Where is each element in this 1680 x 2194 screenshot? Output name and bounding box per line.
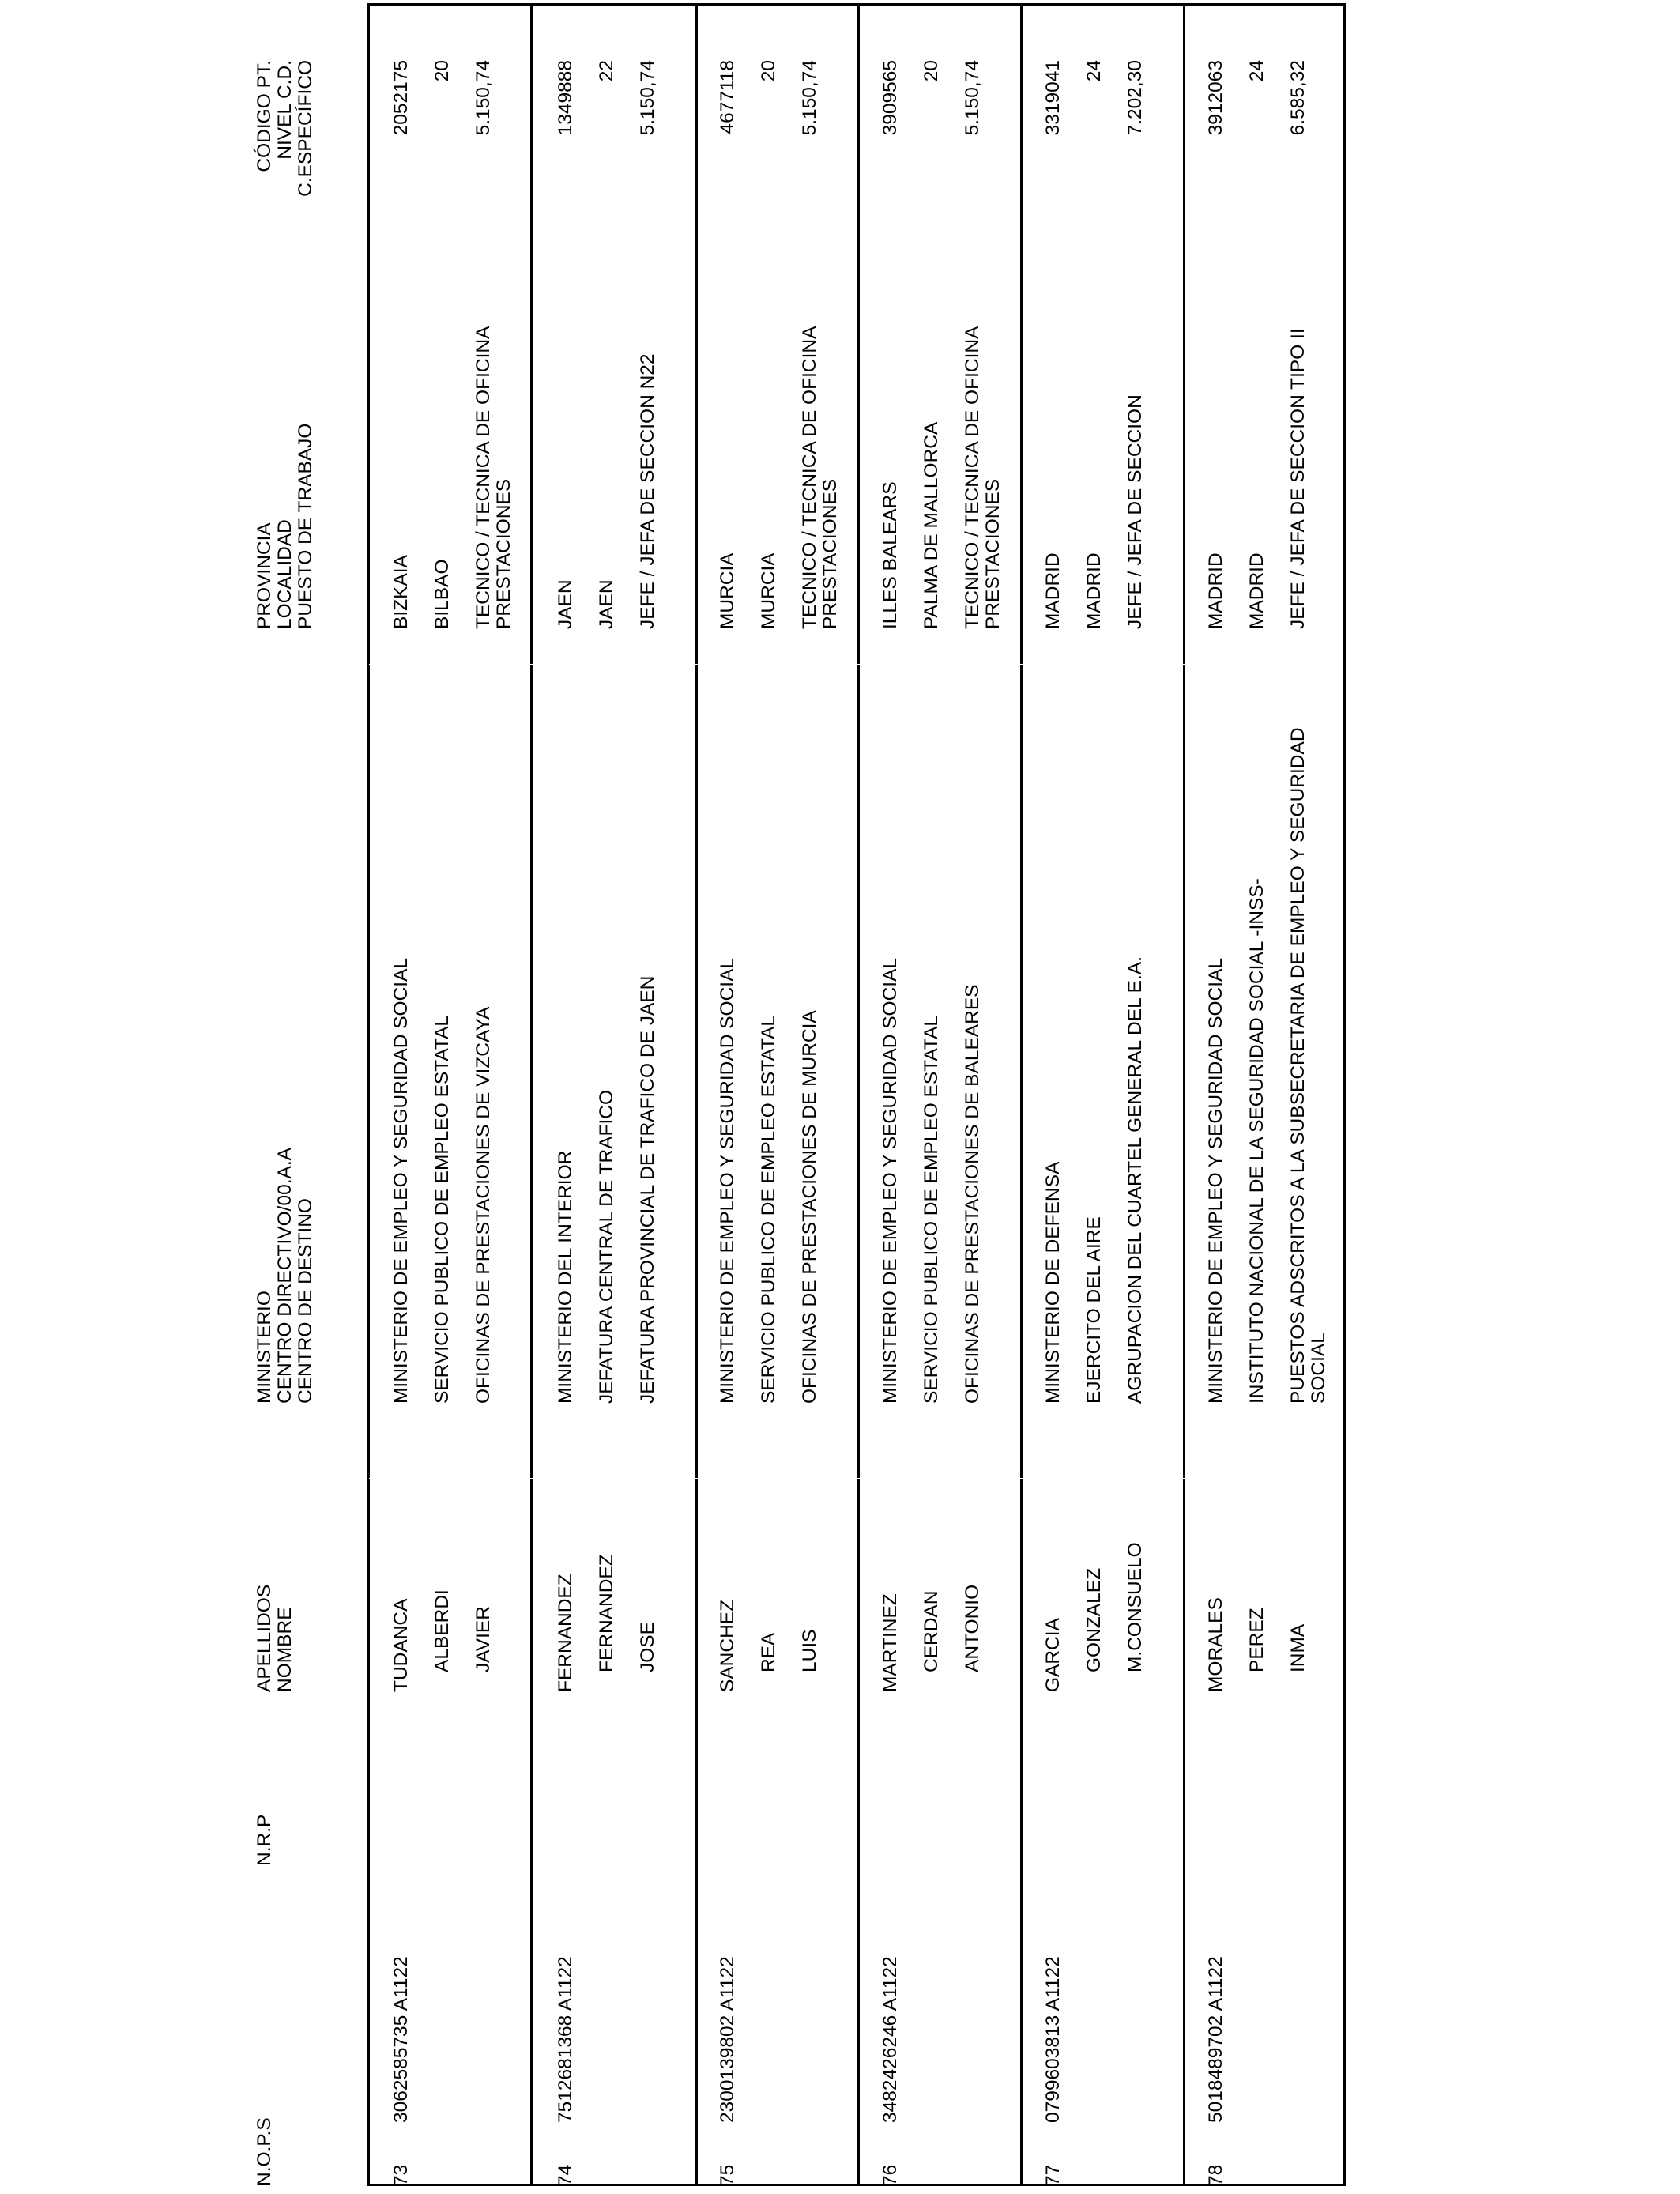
apellido2-value: REA [758,1632,779,1672]
nrp-value: 5018489702 A1122 [1205,1956,1226,2123]
puesto-value-line: PRESTACIONES [982,478,1004,629]
ministerio-value: MINISTERIO DE EMPLEO Y SEGURIDAD SOCIAL [880,957,901,1404]
codigo-value: 2052175 [390,60,412,136]
nombre-value: LUIS [799,1629,820,1672]
row-number: 73 [390,2164,412,2186]
header-apellidos [254,1585,296,1692]
nombre-value: M.CONSUELO [1124,1542,1146,1672]
header-apellidos-line: APELLIDOS [254,1584,275,1692]
header-nivel-line: NIVEL C.D. [274,60,296,160]
apellido1-value: TUDANCA [390,1598,412,1692]
nombre-value: INMA [1287,1623,1309,1672]
puesto-value-line: JEFE / JEFA DE SECCION [1124,394,1146,629]
localidad-value: JAEN [596,579,617,629]
apellido2-value: CERDAN [921,1590,942,1672]
centro-destino-value-line: OFICINAS DE PRESTACIONES DE VIZCAYA [473,1006,494,1404]
nivel-value: 24 [1246,60,1268,82]
localidad-value: PALMA DE MALLORCA [921,421,942,629]
nrp-value: 2300139802 A1122 [717,1956,738,2123]
column-gap [369,664,1343,665]
codigo-value: 1349888 [555,60,576,136]
header-nops: N.O.P.S [254,2117,275,2186]
puesto-value [473,326,514,629]
provincia-value: MADRID [1042,552,1064,629]
header-codigo-line: CÓDIGO PT. [254,60,275,172]
header-nombre-line: NOMBRE [274,1607,296,1692]
apellido1-value: GARCIA [1042,1618,1064,1692]
puesto-value-line: TECNICO / TECNICA DE OFICINA [799,326,820,629]
row-number: 78 [1205,2164,1226,2186]
centro-destino-value-line: AGRUPACION DEL CUARTEL GENERAL DEL E.A. [1124,956,1146,1404]
header-nrp: N.R.P [254,1814,275,1866]
provincia-value: MURCIA [717,552,738,629]
ministerio-value: MINISTERIO DE EMPLEO Y SEGURIDAD SOCIAL [1205,957,1226,1404]
puesto-value [1288,328,1309,629]
especifico-value: 5.150,74 [473,60,494,136]
centro-destino-value [1288,727,1329,1404]
localidad-value: MADRID [1083,552,1105,629]
puesto-value-line: TECNICO / TECNICA DE OFICINA [473,326,494,629]
codigo-value: 3909565 [880,60,901,136]
centro-directivo-value: SERVICIO PUBLICO DE EMPLEO ESTATAL [758,1015,779,1404]
puesto-value-line: TECNICO / TECNICA DE OFICINA [962,326,983,629]
header-provincia-line: PROVINCIA [254,522,275,629]
apellido2-value: GONZALEZ [1083,1567,1105,1672]
centro-destino-value [638,976,658,1404]
centro-destino-value-line: OFICINAS DE PRESTACIONES DE MURCIA [799,1010,820,1404]
puesto-value-line: JEFE / JEFA DE SECCION N22 [637,353,658,629]
ministerio-value: MINISTERIO DE DEFENSA [1042,1161,1064,1404]
centro-destino-value-line: JEFATURA PROVINCIAL DE TRAFICO DE JAEN [637,975,658,1404]
apellido1-value: FERNANDEZ [555,1574,576,1692]
nombre-value: ANTONIO [962,1584,983,1672]
nrp-value: 0799603813 A1122 [1042,1956,1064,2123]
puesto-value [962,326,1004,629]
nrp-value: 3482426246 A1122 [880,1956,901,2123]
codigo-value: 3912063 [1205,60,1226,136]
centro-destino-value [1125,956,1146,1404]
centro-directivo-value: SERVICIO PUBLICO DE EMPLEO ESTATAL [431,1015,453,1404]
row-separator [1020,4,1023,2185]
apellido1-value: MARTINEZ [880,1593,901,1692]
especifico-value: 5.150,74 [962,60,983,136]
puesto-value [1125,394,1146,629]
row-number: 77 [1042,2164,1064,2186]
puesto-value-line: PRESTACIONES [493,478,514,629]
centro-destino-value [473,1007,494,1404]
header-ministerio [254,1148,316,1404]
nivel-value: 22 [596,60,617,82]
codigo-value: 4677118 [717,60,738,134]
codigo-value: 3319041 [1042,60,1064,136]
nombre-value: JOSE [637,1622,658,1672]
puesto-value-line: PRESTACIONES [819,478,841,629]
ministerio-value: MINISTERIO DE EMPLEO Y SEGURIDAD SOCIAL [390,957,412,1404]
row-number: 74 [555,2164,576,2186]
nivel-value: 20 [758,60,779,82]
provincia-value: MADRID [1205,552,1226,629]
centro-destino-value [800,1010,820,1404]
column-gap [369,1478,1343,1479]
header-ministerio-line: MINISTERIO [254,1291,275,1404]
nivel-value: 24 [1083,60,1105,82]
row-number: 76 [880,2164,901,2186]
nivel-value: 20 [431,60,453,82]
nombre-value: JAVIER [473,1606,494,1672]
apellido1-value: SANCHEZ [717,1599,738,1692]
puesto-value [800,326,841,629]
especifico-value: 7.202,30 [1124,60,1146,136]
centro-destino-value [962,984,983,1404]
header-localidad-line: LOCALIDAD [274,519,296,629]
ministerio-value: MINISTERIO DEL INTERIOR [555,1150,576,1404]
centro-directivo-value: EJERCITO DEL AIRE [1083,1216,1105,1404]
localidad-value: MURCIA [758,552,779,629]
provincia-value: JAEN [555,579,576,629]
especifico-value: 5.150,74 [637,60,658,136]
apellido1-value: MORALES [1205,1597,1226,1692]
header-puesto-line: PUESTO DE TRABAJO [295,423,316,629]
header-centro-directivo-line: CENTRO DIRECTIVO/00.A.A [274,1147,296,1404]
puesto-value [638,353,658,629]
centro-destino-value-line: SOCIAL [1308,1333,1329,1404]
localidad-value: MADRID [1246,552,1268,629]
row-separator [695,4,698,2185]
nrp-value: 7512681368 A1122 [555,1956,576,2123]
localidad-value: BILBAO [431,559,453,629]
header-codigo [254,60,316,258]
nivel-value: 20 [921,60,942,82]
centro-destino-value-line: PUESTOS ADSCRITOS A LA SUBSECRETARIA DE EMPLEO Y SEGURIDAD [1287,727,1309,1404]
ministerio-value: MINISTERIO DE EMPLEO Y SEGURIDAD SOCIAL [717,957,738,1404]
header-centro-destino-line: CENTRO DE DESTINO [295,1198,316,1404]
centro-directivo-value: JEFATURA CENTRAL DE TRAFICO [596,1089,617,1404]
especifico-value: 5.150,74 [799,60,820,136]
apellido2-value: PEREZ [1246,1608,1268,1672]
row-separator [857,4,860,2185]
row-separator [530,4,533,2185]
apellido2-value: ALBERDI [431,1589,453,1672]
header-especifico-line: C.ESPECÍFICO [295,60,316,197]
row-separator [1183,4,1185,2185]
nrp-value: 3062585735 A1122 [390,1956,412,2123]
apellido2-value: FERNANDEZ [596,1554,617,1672]
especifico-value: 6.585,32 [1287,60,1309,136]
row-number: 75 [717,2164,738,2186]
provincia-value: BIZKAIA [390,555,412,629]
centro-destino-value-line: OFICINAS DE PRESTACIONES DE BALEARES [962,984,983,1404]
centro-directivo-value: INSTITUTO NACIONAL DE LA SEGURIDAD SOCIAL -INSS- [1246,878,1268,1404]
provincia-value: ILLES BALEARS [880,481,901,629]
puesto-value-line: JEFE / JEFA DE SECCION TIPO II [1287,328,1309,629]
header-provincia [254,424,316,630]
centro-directivo-value: SERVICIO PUBLICO DE EMPLEO ESTATAL [921,1015,942,1404]
